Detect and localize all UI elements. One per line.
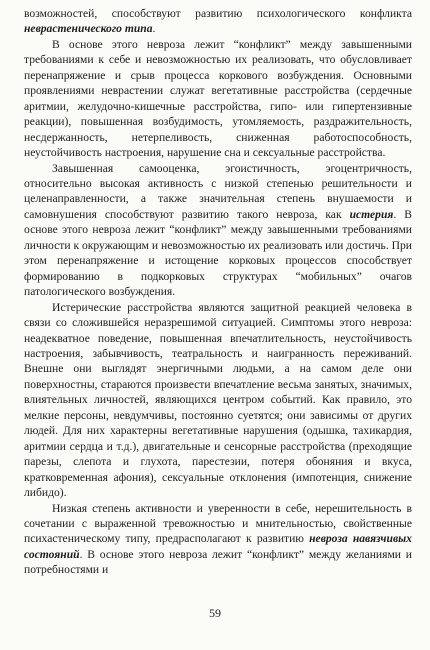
text-run: . xyxy=(152,22,156,36)
paragraph-5 xyxy=(24,501,412,578)
paragraph-3 xyxy=(24,161,412,300)
text-run: В основе этого невроза лежит “конфликт” между завышенными требованиями к себе и невозможностью их реализовать, что обусловливает перенапряжение и срыв процесса коркового возбуждения. Основными проявлениями неврастении служат вегетативные расстройства (сердечные аритмии, желудочно-кишечные расстройства, гипо- или гипертензивные реакции), повышенная возбудимость, утомляемость, раздражительность, несдержанность, нетерпеливость, сниженная работоспособность, неустойчивость настроения, нарушение сна и сексуальные расстройства. xyxy=(24,37,412,160)
emphasis-run: неврастенического типа xyxy=(24,22,153,36)
text-run: Завышенная самооценка, эгоистичность, эгоцентричность, относительно высокая активность с низкой степенью решительности и целенаправленности, а также значительная степень внушаемости и самовнушения способствуют развитию такого невроза, как xyxy=(24,161,412,221)
text-run: возможностей, способствуют развитию психологического конфликта xyxy=(24,7,412,20)
emphasis-run: невроза навязчивых состояний xyxy=(24,532,412,561)
paragraph-4 xyxy=(24,300,412,501)
emphasis-run: истерия xyxy=(349,207,394,221)
page-number: 59 xyxy=(209,606,221,620)
text-run: . В основе этого невроза лежит “конфликт” между желаниями и потребностями и xyxy=(24,547,412,577)
body-text xyxy=(24,6,412,578)
text-run: Истерические расстройства являются защитной реакцией человека в связи со сложившейся неразрешимой ситуацией. Симптомы этого невроза: неадекватное поведение, повышенная впечатлительность, неустойчивость настроения, забывчивость, театральность и наигранность переживаний. Внешне они выглядят энергичными людьми, а на самом деле они поверхностны, стараются произвести впечатление весьма занятых, значимых, влиятельных личностей, являющихся центром событий. Как правило, это мелкие персоны, невдумчивы, постоянно суетятся; они зависимы от других людей. Для них характерны вегетативные нарушения (одышка, тахикардия, аритмии сердца и т.д.), двигательные и сенсорные расстройства (преходящие парезы, слепота и глухота, парестезии, потеря обоняния и вкуса, кратковременная афония), сексуальные отклонения (импотенция, снижение либидо). xyxy=(24,300,412,500)
paragraph-1 xyxy=(24,6,412,37)
text-run: . В основе этого невроза лежит “конфликт” между завышенными требованиями личности к окружающим и невозможностью их реализовать или достичь. При этом перенапряжение и истощение корковых процессов способствует формированию в подкорковых структурах “мобильных” очагов патологического возбуждения. xyxy=(24,207,413,299)
text-run: Низкая степень активности и уверенности в себе, нерешительность в сочетании с выраженной тревожностью и мнительностью, свойственные психастеническому типу, предрасполагают к развитию xyxy=(24,501,412,546)
paragraph-2 xyxy=(24,37,412,161)
